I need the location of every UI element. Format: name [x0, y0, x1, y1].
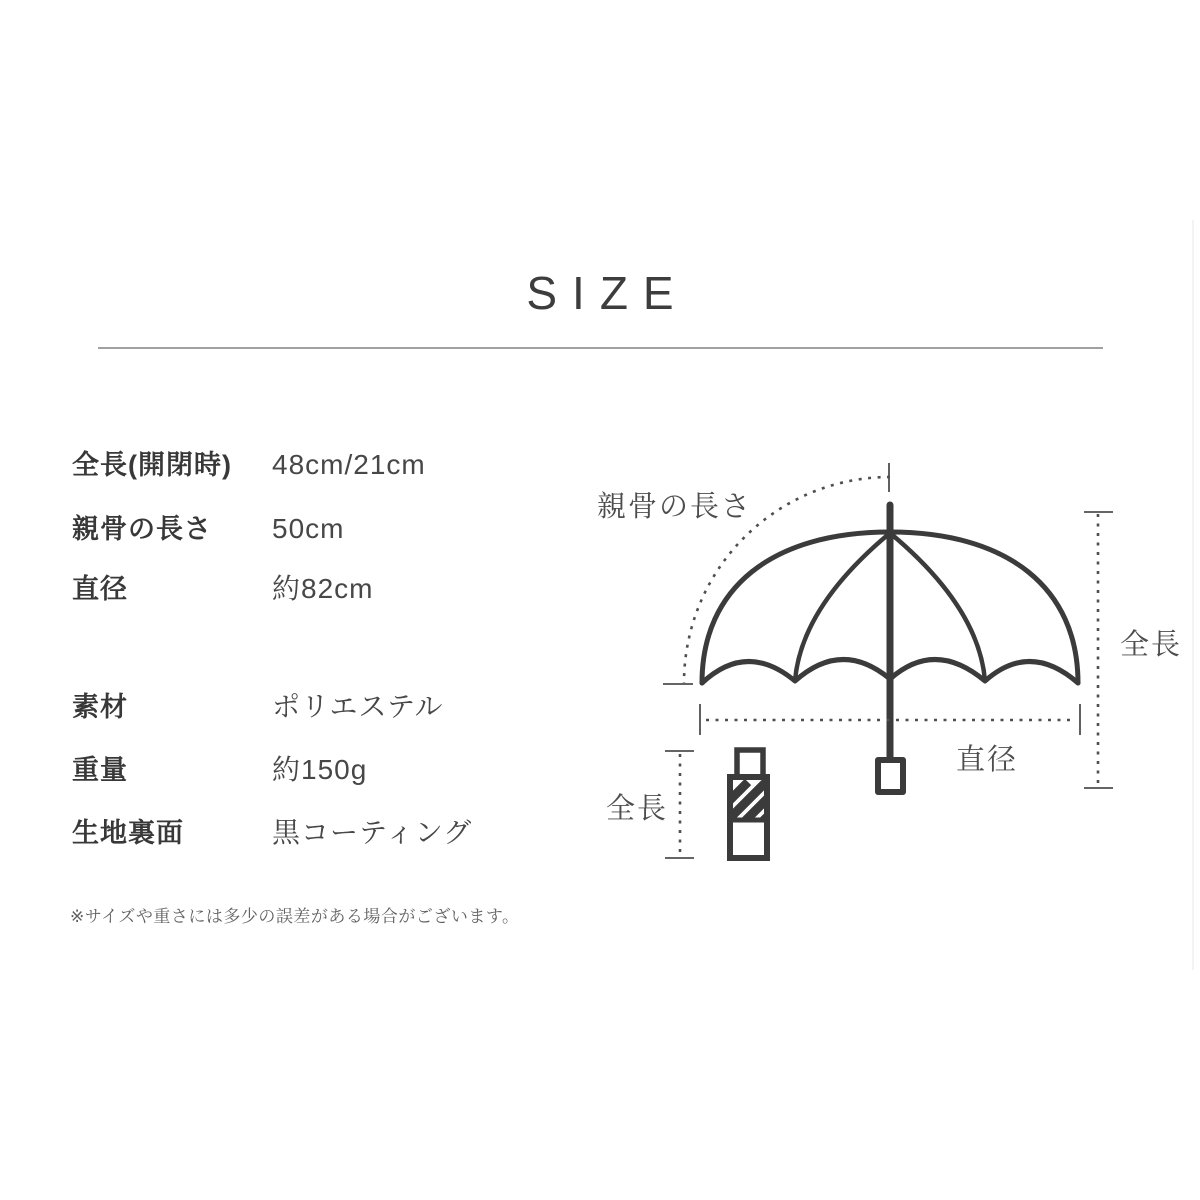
spec-row — [72, 507, 542, 546]
umbrella-handle — [878, 760, 903, 792]
folded-umbrella-tip — [737, 750, 763, 777]
title-divider — [98, 347, 1103, 349]
spec-value: 50cm — [272, 513, 345, 544]
diameter-label: 直径 — [956, 744, 1019, 776]
closed-length-dimension-line — [665, 751, 694, 858]
spec-label: 重量 — [72, 755, 128, 785]
spec-value: 約82cm — [272, 573, 374, 604]
spec-row — [72, 443, 542, 482]
open-length-label: 全長 — [1120, 629, 1183, 661]
spec-row — [72, 685, 542, 725]
spec-value: 黒コーティング — [272, 817, 473, 848]
spec-label: 直径 — [72, 574, 128, 604]
spec-label: 親骨の長さ — [72, 514, 212, 544]
size-note: ※サイズや重さには多少の誤差がある場合がございます。 — [70, 907, 520, 926]
folded-umbrella-icon — [706, 750, 796, 858]
spec-label: 全長(開閉時) — [72, 450, 232, 480]
spec-label: 生地裏面 — [72, 818, 184, 848]
rib-length-label: 親骨の長さ — [597, 491, 753, 523]
closed-length-label: 全長 — [606, 793, 669, 825]
spec-row — [72, 748, 542, 788]
spec-value: ポリエステル — [272, 691, 444, 722]
spec-value: 48cm/21cm — [272, 449, 426, 480]
spec-value: 約150g — [272, 754, 368, 785]
spec-row — [72, 567, 542, 607]
page-title: SIZE — [526, 267, 689, 319]
open-length-dimension-line — [1084, 512, 1113, 788]
spec-row — [72, 811, 542, 851]
spec-label: 素材 — [72, 692, 128, 722]
image-right-edge — [1192, 220, 1194, 970]
